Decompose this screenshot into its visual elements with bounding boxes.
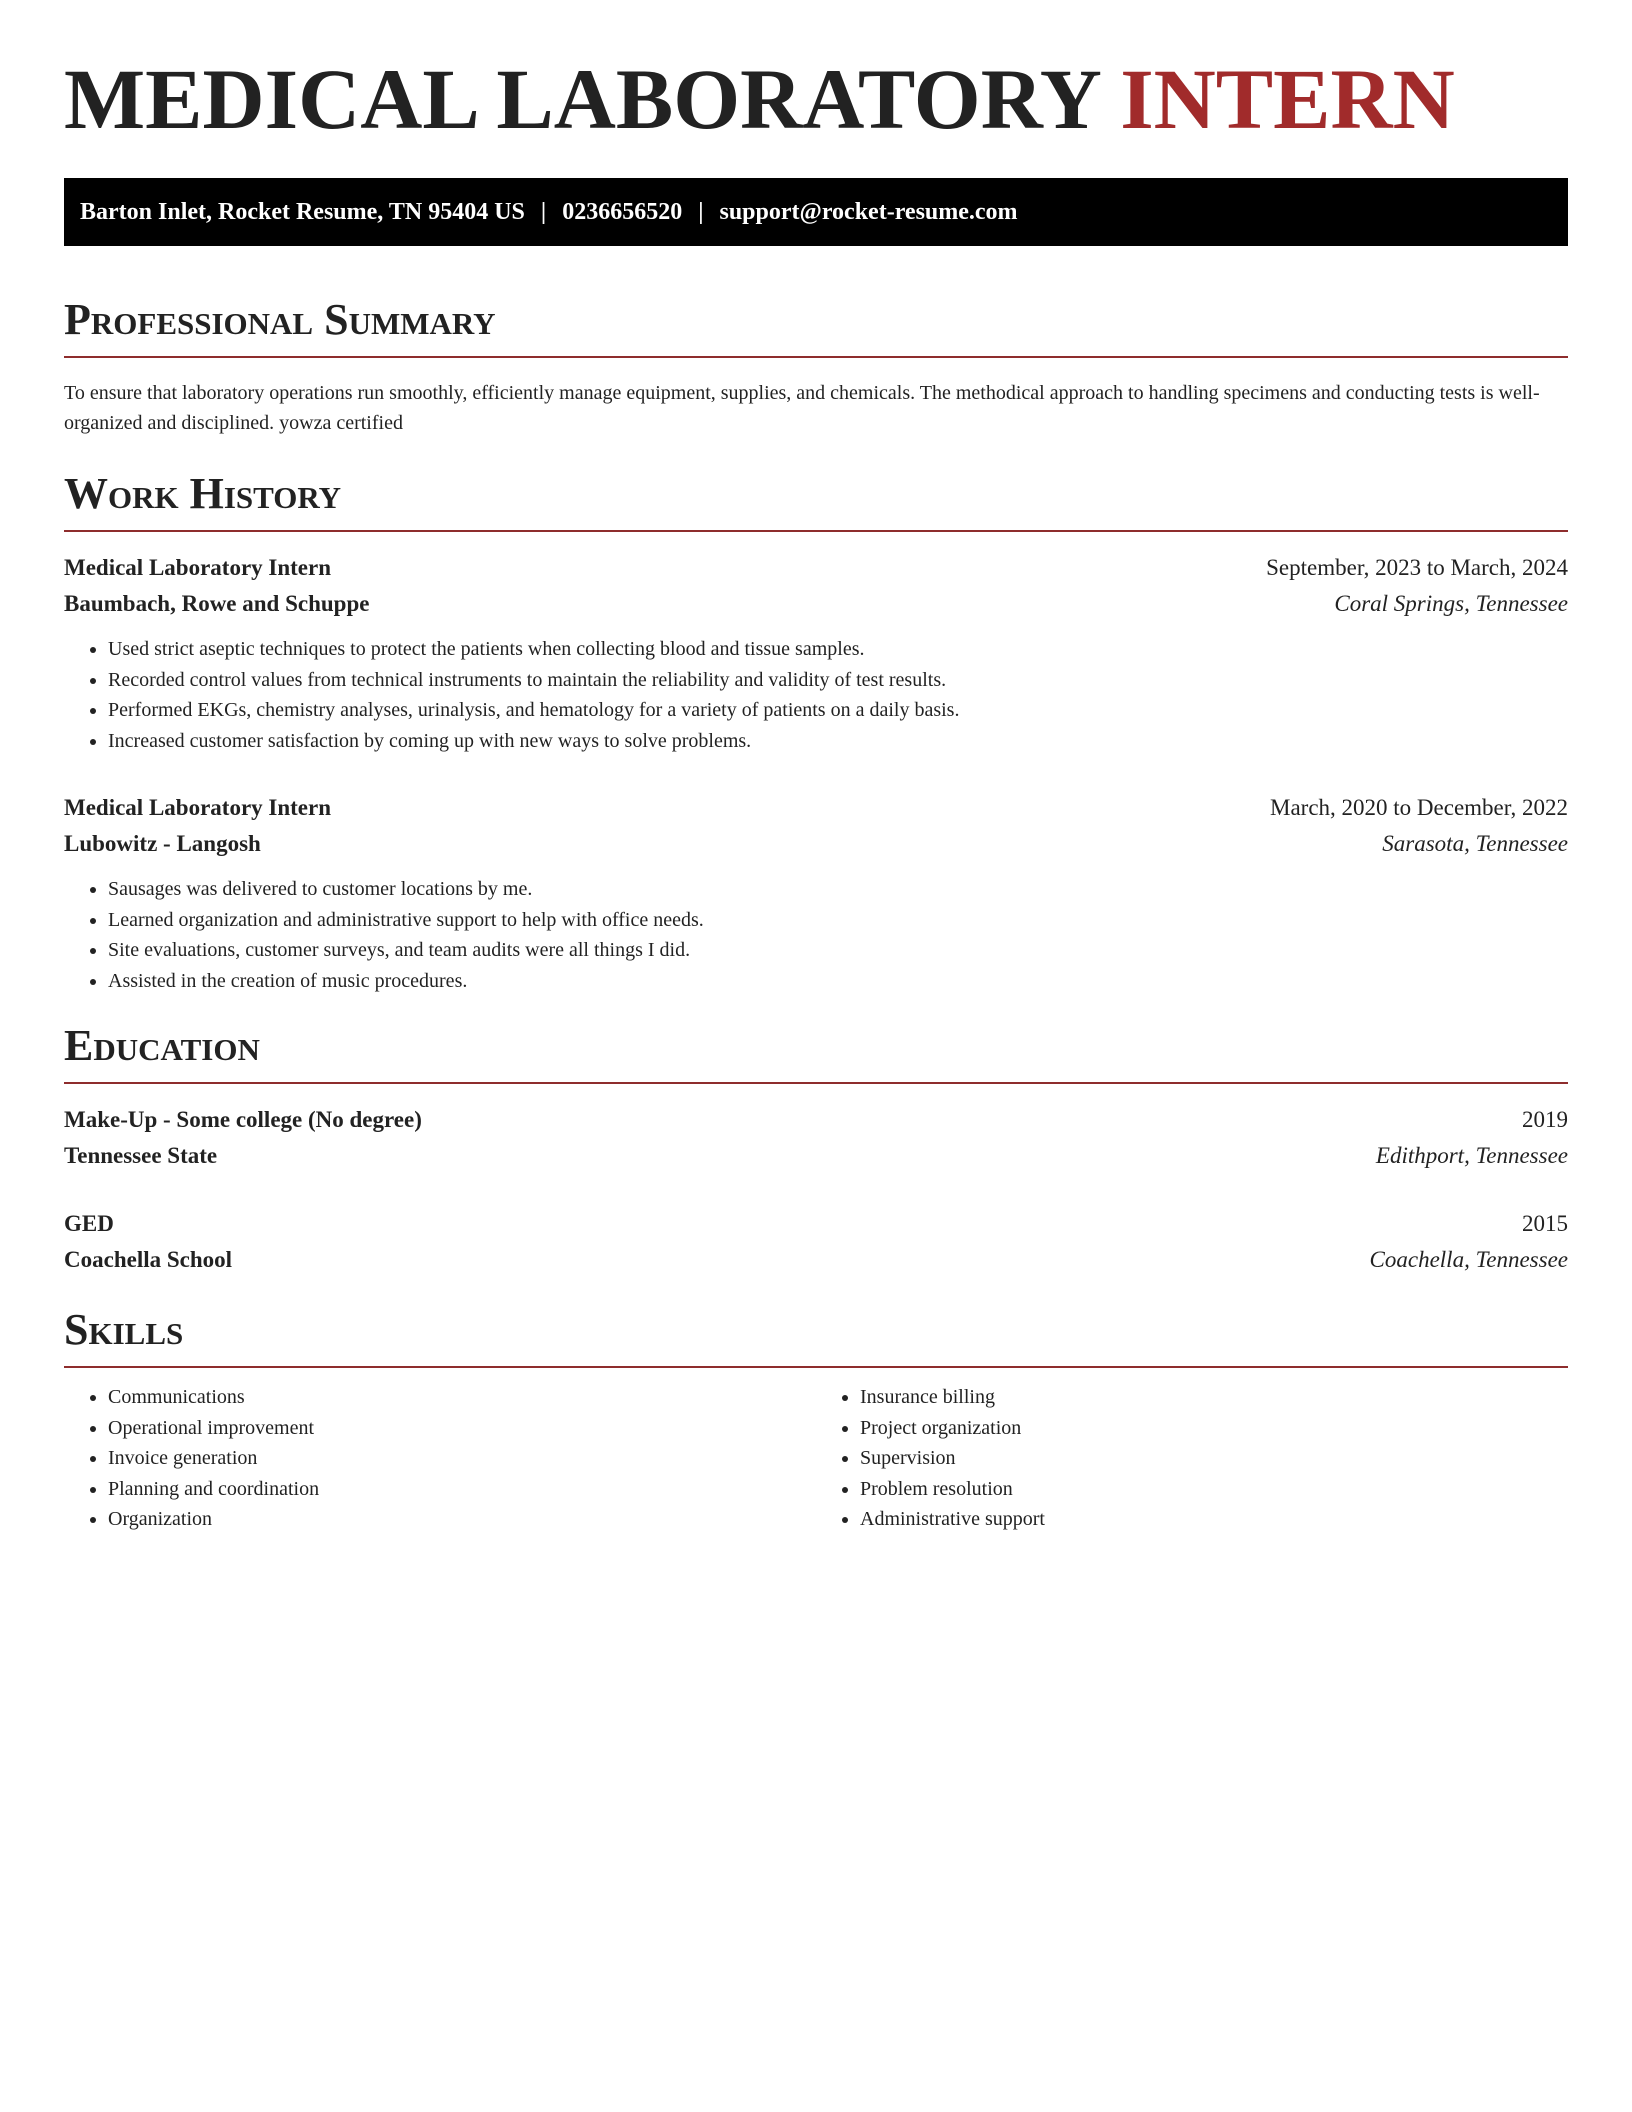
contact-separator: | bbox=[698, 198, 704, 225]
education-header-row bbox=[64, 1206, 1568, 1242]
job-dates: September, 2023 to March, 2024 bbox=[1266, 555, 1568, 580]
education-school-row bbox=[64, 1242, 1568, 1278]
education-degree: GED bbox=[64, 1211, 114, 1236]
job-company-row bbox=[64, 826, 1568, 862]
education-school: Coachella School bbox=[64, 1247, 233, 1272]
list-item: • Operational improvement bbox=[108, 1413, 816, 1444]
list-item: • Supervision bbox=[860, 1443, 1568, 1474]
education-year: 2015 bbox=[1522, 1211, 1568, 1236]
resume-title bbox=[64, 51, 1568, 147]
education-entry bbox=[64, 1206, 1568, 1278]
list-item: • Recorded control values from technical instruments to maintain the reliability and validity of test results. bbox=[108, 665, 1568, 696]
education-school-row bbox=[64, 1138, 1568, 1174]
list-item: • Assisted in the creation of music procedures. bbox=[108, 966, 1568, 997]
job-bullets bbox=[64, 634, 1568, 756]
contact-bar bbox=[64, 178, 1568, 246]
job-company: Lubowitz - Langosh bbox=[64, 831, 261, 856]
job-entry bbox=[64, 550, 1568, 756]
job-entry bbox=[64, 790, 1568, 996]
education-location: Edithport, Tennessee bbox=[1375, 1143, 1568, 1168]
list-item: • Communications bbox=[108, 1382, 816, 1413]
summary-section bbox=[64, 295, 1568, 438]
skills-grid bbox=[64, 1382, 1568, 1535]
contact-email: support@rocket-resume.com bbox=[719, 198, 1018, 225]
job-dates: March, 2020 to December, 2022 bbox=[1270, 795, 1568, 820]
education-year: 2019 bbox=[1522, 1107, 1568, 1132]
skills-column-left bbox=[64, 1382, 816, 1535]
list-item: • Increased customer satisfaction by coming up with new ways to solve problems. bbox=[108, 726, 1568, 757]
list-item: • Administrative support bbox=[860, 1504, 1568, 1535]
list-item: • Insurance billing bbox=[860, 1382, 1568, 1413]
job-role: Medical Laboratory Intern bbox=[64, 555, 332, 580]
title-accent: INTERN bbox=[1120, 51, 1455, 147]
contact-separator: | bbox=[540, 198, 547, 225]
work-history-heading: Work History bbox=[64, 472, 1568, 532]
education-section bbox=[64, 1021, 1568, 1278]
education-heading: Education bbox=[64, 1024, 1568, 1084]
list-item: • Performed EKGs, chemistry analyses, urinalysis, and hematology for a variety of patients on a daily basis. bbox=[108, 695, 1568, 726]
list-item: • Invoice generation bbox=[108, 1443, 816, 1474]
education-location: Coachella, Tennessee bbox=[1369, 1247, 1568, 1272]
summary-text: To ensure that laboratory operations run smoothly, efficiently manage equipment, supplies, and chemicals. The methodical approach to handling specimens and conducting tests is well-organized and disciplined. yowza certified bbox=[64, 382, 1540, 434]
list-item: • Site evaluations, customer surveys, and team audits were all things I did. bbox=[108, 935, 1568, 966]
list-item: • Used strict aseptic techniques to protect the patients when collecting blood and tissue samples. bbox=[108, 634, 1568, 665]
job-company: Baumbach, Rowe and Schuppe bbox=[64, 591, 370, 616]
job-location: Sarasota, Tennessee bbox=[1382, 831, 1568, 856]
education-school: Tennessee State bbox=[64, 1143, 218, 1168]
education-degree: Make-Up - Some college (No degree) bbox=[64, 1107, 422, 1132]
list-item: • Planning and coordination bbox=[108, 1474, 816, 1505]
title-main: MEDICAL LABORATORY bbox=[64, 51, 1099, 147]
skills-heading: Skills bbox=[64, 1308, 1568, 1368]
job-header-row bbox=[64, 550, 1568, 586]
education-header-row bbox=[64, 1102, 1568, 1138]
job-location: Coral Springs, Tennessee bbox=[1334, 591, 1568, 616]
job-company-row bbox=[64, 586, 1568, 622]
job-bullets bbox=[64, 874, 1568, 996]
job-header-row bbox=[64, 790, 1568, 826]
work-history-section bbox=[64, 469, 1568, 996]
list-item: • Project organization bbox=[860, 1413, 1568, 1444]
contact-phone: 0236656520 bbox=[562, 198, 683, 225]
summary-heading: Professional Summary bbox=[64, 298, 1568, 358]
contact-address: Barton Inlet, Rocket Resume, TN 95404 US bbox=[80, 198, 525, 225]
education-entry bbox=[64, 1102, 1568, 1174]
skills-column-right bbox=[816, 1382, 1568, 1535]
list-item: • Problem resolution bbox=[860, 1474, 1568, 1505]
list-item: • Learned organization and administrative support to help with office needs. bbox=[108, 905, 1568, 936]
skills-section bbox=[64, 1305, 1568, 1535]
job-role: Medical Laboratory Intern bbox=[64, 795, 332, 820]
list-item: • Organization bbox=[108, 1504, 816, 1535]
list-item: • Sausages was delivered to customer locations by me. bbox=[108, 874, 1568, 905]
